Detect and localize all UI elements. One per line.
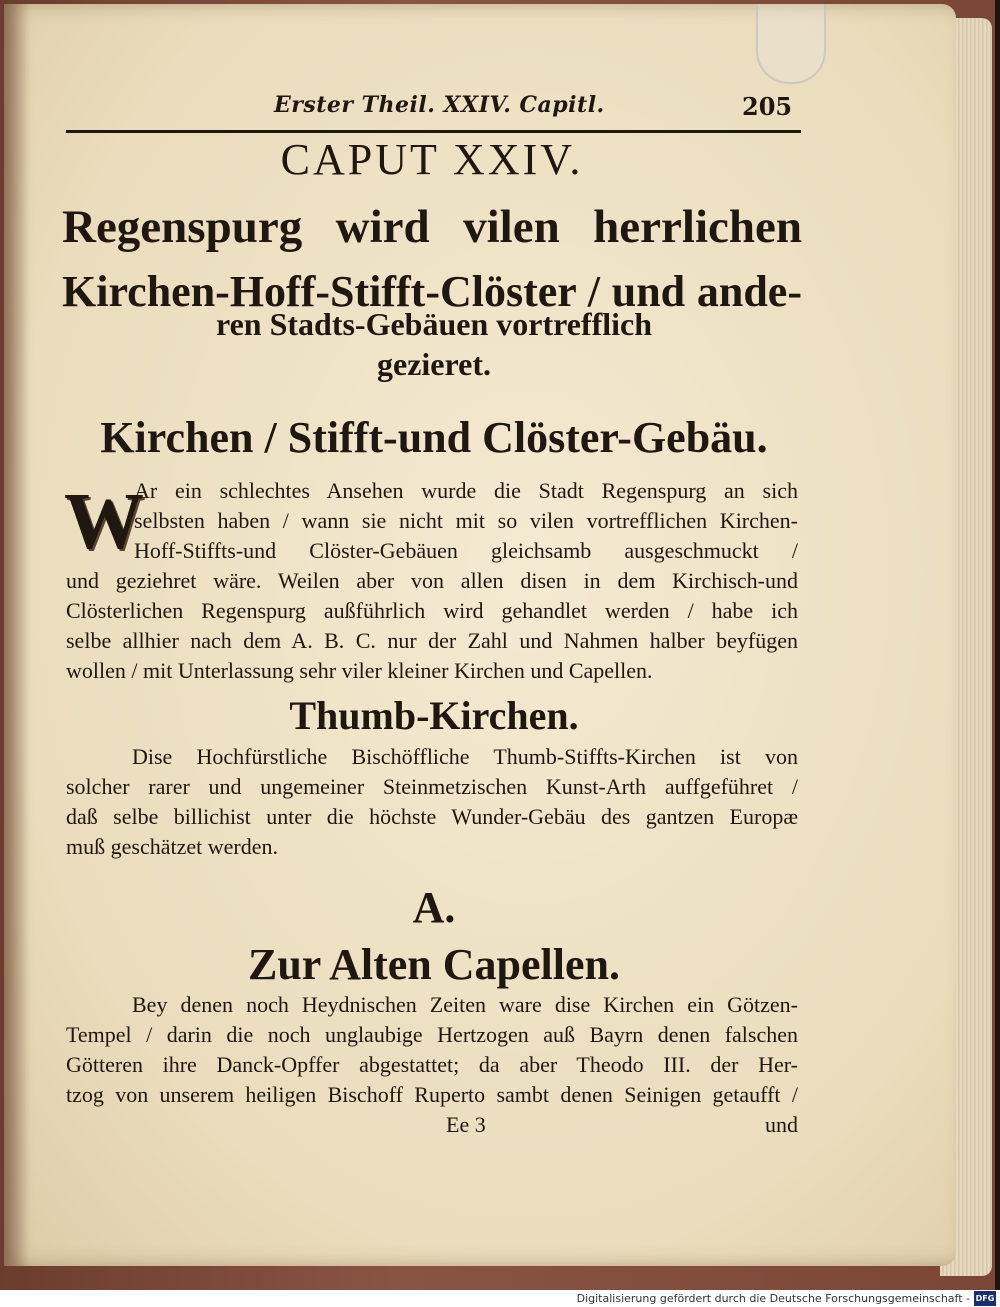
page-footer <box>66 1112 798 1142</box>
credit-line: Digitalisierung gefördert durch die Deutsche Forschungsgemeinschaft - <box>0 1290 1000 1307</box>
text-line: Ar ein schlechtes Ansehen wurde die Stadt Regenspurg an sich <box>134 478 798 503</box>
header-rule <box>66 130 801 133</box>
section-title: Zur Alten Capellen. <box>247 940 620 989</box>
text-line: muß geschätzet werden. <box>66 834 278 859</box>
text-line: solcher rarer und ungemeiner Steinmetzischen Kunst-Arth auffgeführet / <box>66 774 798 799</box>
paragraph <box>66 990 798 1110</box>
text-line: Tempel / darin die noch unglaubige Hertzogen auß Bayrn denen falschen <box>66 1022 798 1047</box>
catchword: und <box>765 1112 798 1137</box>
section-letter: A. <box>412 883 456 932</box>
page-number: 205 <box>742 92 793 121</box>
running-head-title: Erster Theil. XXIV. Capitl. <box>274 92 605 118</box>
chapter-heading-line: gezieret. <box>377 346 491 382</box>
text-line: Götteren ihre Danck-Opffer abgestattet; da aber Theodo III. der Her- <box>66 1052 798 1077</box>
text-line: und geziehret wäre. Weilen aber von allen disen in dem Kirchisch-und <box>66 568 798 593</box>
text-line: selbsten haben / wann sie nicht mit so vilen vortrefflichen Kirchen- <box>134 508 798 533</box>
text-line: wollen / mit Unterlassung sehr viler kleiner Kirchen und Capellen. <box>66 658 653 683</box>
paragraph <box>66 566 798 686</box>
paragraph <box>66 742 798 862</box>
chapter-heading-line: Kirchen-Hoff-Stifft-Clöster / und ande- <box>62 267 802 316</box>
text-line: Clösterlichen Regenspurg außführlich wird gehandlet werden / habe ich <box>66 598 798 623</box>
text-line: Bey denen noch Heydnischen Zeiten ware dise Kirchen ein Götzen- <box>132 992 798 1017</box>
drop-initial: W <box>64 478 144 566</box>
paragraph <box>134 476 798 566</box>
chapter-heading-line: Regenspurg wird vilen herrlichen <box>62 201 802 253</box>
chapter-number: CAPUT XXIV. <box>280 135 584 184</box>
section-title: Kirchen / Stifft-und Clöster-Gebäu. <box>100 413 768 462</box>
chapter-heading-line: ren Stadts-Gebäuen vortrefflich <box>215 306 653 342</box>
text-line: selbe allhier nach dem A. B. C. nur der Zahl und Nahmen halber beyfügen <box>66 628 798 653</box>
text-line: Hoff-Stiffts-und Clöster-Gebäuen gleichsamb ausgeschmuckt / <box>134 538 798 563</box>
text-line: tzog von unserem heiligen Bischoff Ruperto sambt denen Seinigen getaufft / <box>66 1082 798 1107</box>
section-title: Thumb-Kirchen. <box>289 693 579 738</box>
text-line: Dise Hochfürstliche Bischöffliche Thumb-Stiffts-Kirchen ist von <box>132 744 798 769</box>
text-line: daß selbe billichist unter die höchste Wunder-Gebäu des gantzen Europæ <box>66 804 798 829</box>
signature-mark: Ee 3 <box>446 1112 486 1137</box>
dfg-logo: DFG <box>974 1291 996 1306</box>
page-clip <box>756 4 826 84</box>
page-gutter <box>4 4 30 1266</box>
running-head <box>4 92 904 122</box>
book-page <box>4 4 956 1266</box>
